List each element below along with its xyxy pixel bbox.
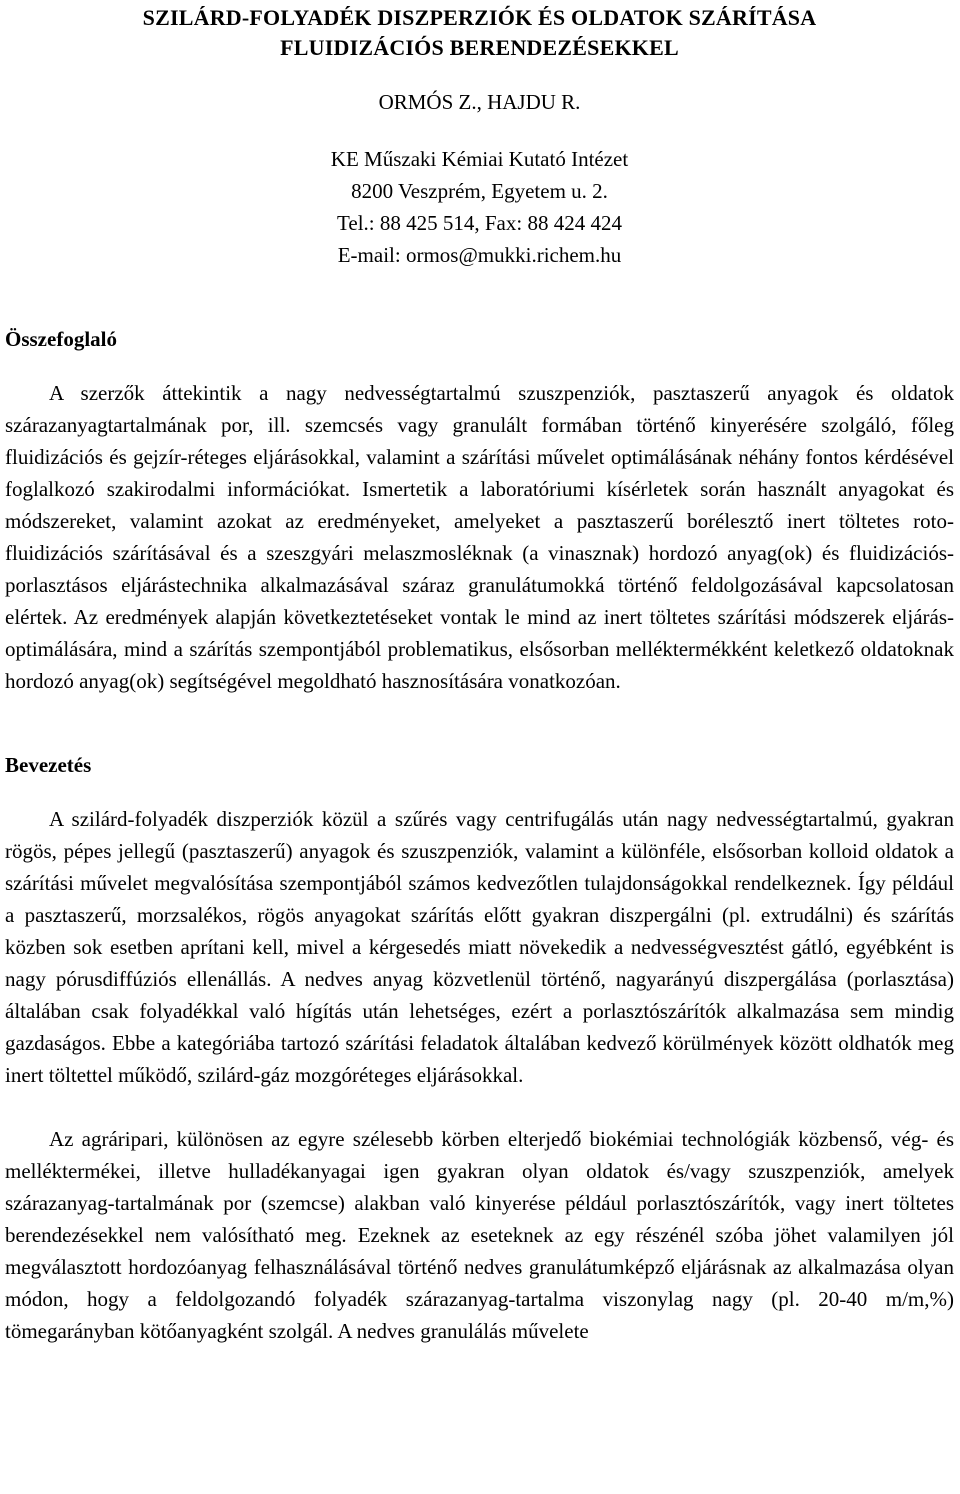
phone-fax: Tel.: 88 425 514, Fax: 88 424 424: [337, 211, 622, 235]
institute-name: KE Műszaki Kémiai Kutató Intézet: [330, 147, 629, 171]
abstract-text: A szerzők áttekintik a nagy nedvességtartalmú szuszpenziók, pasztaszerű anyagok és oldatok szárazanyagtartalmának por, ill. szemcsés vagy granulált formában történő kinyerésére szolgáló, főleg fluidizációs és gejzír-réteges eljárásokkal, valamint a szárítási művelet optimálásának néhány fontos kérdésével foglalkozó szakirodalmi információkat. Ismertetik a laboratóriumi kísérletek során használt anyagokat és módszereket, valamint azokat az eredményeket, amelyeket a pasztaszerű borélesztő inert töltetes roto-fluidizációs szárításával és a szeszgyári melaszmosléknak (a vinasznak) hordozó anyag(ok) és fluidizációs-porlasztásos eljárástechnika alkalmazásával száraz granulátumokká történő feldolgozásával kapcsolatosan elértek. Az eredmények alapján következtetéseket vontak le mind az inert töltetes szárítási módszerek eljárás-optimálására, mind a szárítás szempontjából problematikus, elsősorban melléktermékként keletkező oldatoknak hordozó anyag(ok) segítségével megoldható hasznosítására vonatkozóan.: [5, 381, 954, 693]
introduction-paragraph-1: A szilárd-folyadék diszperziók közül a szűrés vagy centrifugálás után nagy nedvességtartalmú, gyakran rögös, pépes jellegű (pasztaszerű) anyagok és szuszpenziók, valamint a különféle, elsősorban kolloid oldatok a szárítási művelet megvalósítása szempontjából számos kedvezőtlen tulajdonságokkal rendelkeznek. Így például a pasztaszerű, morzsalékos, rögös anyagokat szárítás előtt gyakran diszpergálni (pl. extrudálni) és szárítás közben sok esetben aprítani kell, mivel a kérgesedés miatt növekedik a nedvességvesztést gátló, egyébként is nagy pórusdiffúziós ellenállás. A nedves anyag közvetlenül történő, nagyarányú diszpergálása (porlasztása) általában csak folyadékkal való hígítás után lehetséges, ezért a porlasztószárítók alkalmazása sem mindig gazdaságos. Ebbe a kategóriába tartozó szárítási feladatok általában kedvező körülmények között oldhatók meg inert töltettel működő, szilárd-gáz mozgóréteges eljárásokkal.: [5, 807, 954, 1087]
paper-title-line-2: FLUIDIZÁCIÓS BERENDEZÉSEKKEL: [280, 35, 679, 60]
introduction-heading: Bevezetés: [5, 753, 92, 777]
introduction-paragraph-2: Az agráripari, különösen az egyre szélesebb körben elterjedő biokémiai technológiák közbenső, vég- és melléktermékei, illetve hulladékanyagai igen gyakran olyan oldatok és/vagy szuszpenziók, amelyek szárazanyag-tartalmának por (szemcse) alakban való kinyerése például porlasztószárítók, vagy inert töltetes berendezésekkel nem valósítható meg. Ezeknek az eseteknek az egy részénél szóba jöhet valamilyen jól megválasztott hordozóanyag felhasználásával történő nedves granulátumképző eljárásnak az alkalmazása olyan módon, hogy a feldolgozandó folyadék szárazanyag-tartalma viszonylag nagy (pl. 20-40 m/m,%) tömegarányban kötőanyagként szolgál. A nedves granulálás művelete: [5, 1127, 954, 1343]
abstract-heading: Összefoglaló: [5, 327, 117, 351]
author-list: ORMÓS Z., HAJDU R.: [378, 90, 581, 114]
paper-title: [5, 3, 954, 63]
postal-address: 8200 Veszprém, Egyetem u. 2.: [351, 179, 608, 203]
affiliation-block: [5, 143, 954, 271]
paper-title-line-1: SZILÁRD-FOLYADÉK DISZPERZIÓK ÉS OLDATOK SZÁRÍTÁSA: [142, 5, 817, 30]
email-address: E-mail: ormos@mukki.richem.hu: [337, 243, 622, 267]
